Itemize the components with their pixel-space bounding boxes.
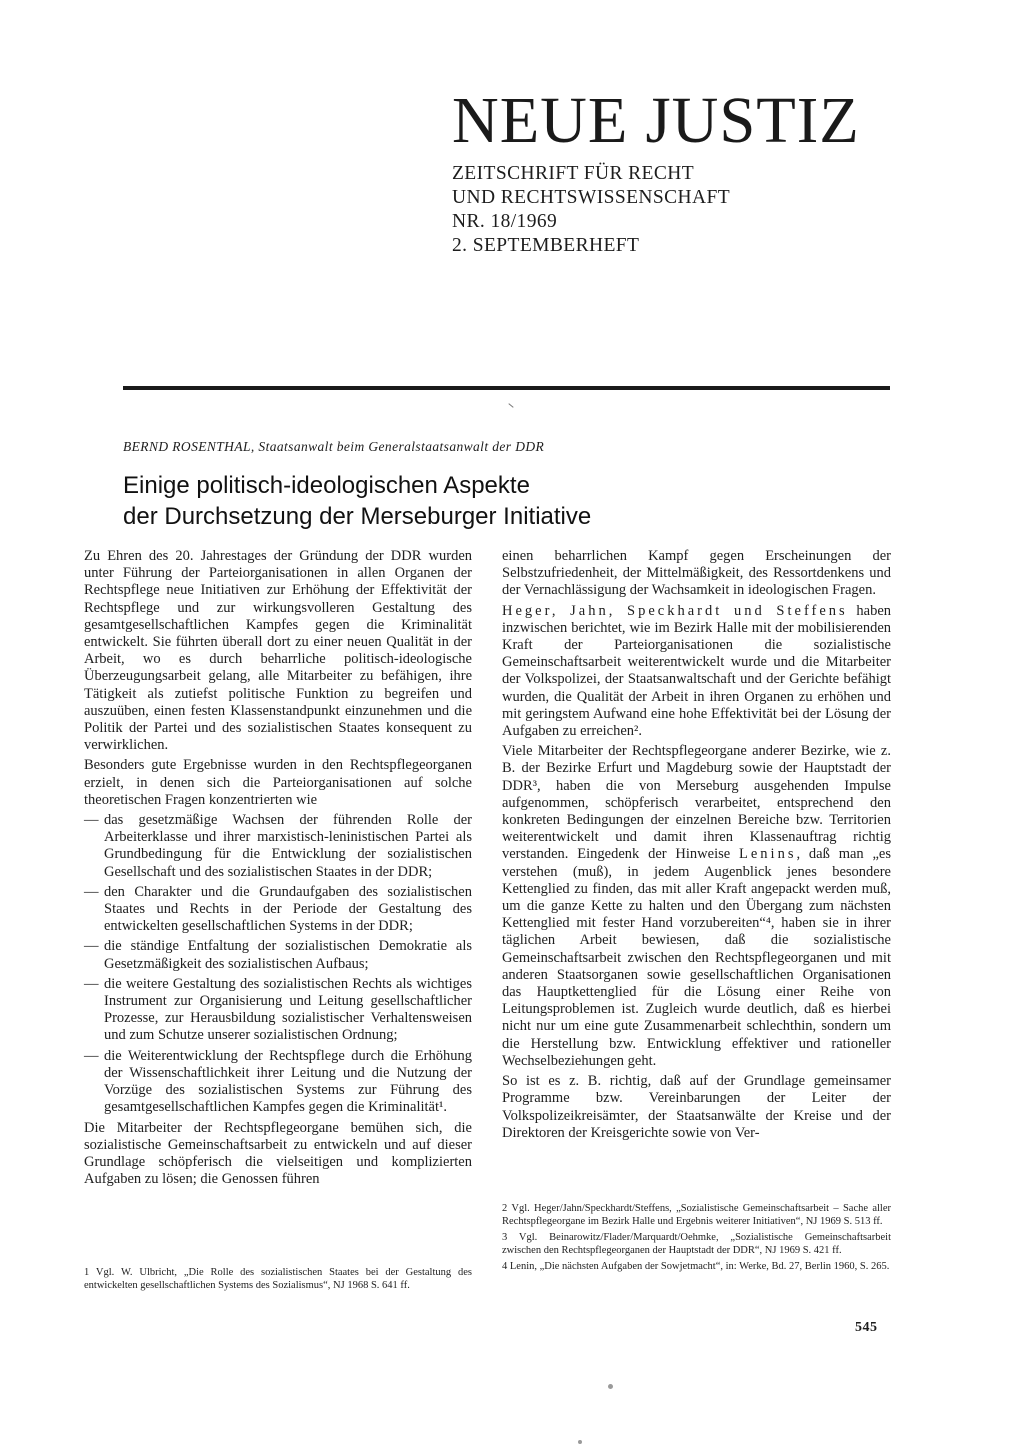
right-column	[502, 548, 891, 1145]
print-speck	[578, 1440, 582, 1444]
article-author: BERND ROSENTHAL, Staatsanwalt beim Generalstaatsanwalt der DDR	[123, 439, 545, 454]
paragraph: Zu Ehren des 20. Jahrestages der Gründung der DDR wurden unter Führung der Parteiorganisationen in allen Organen der Rechtspflege neue Initiativen zur Erhöhung der Effektivität der Rechtspflege und zur wirkungsvolleren Gestaltung des gesamtgesellschaftlichen Kampfes gegen die Kriminalität entwickelt. Sie führten überall dort zu einer neuen Qualität in der Arbeit, wo es durch beharrliche politisch-ideologische Überzeugungsarbeit gelang, alle Mitarbeiter zu befähigen, ihre Tätigkeit als zutiefst politische Funktion zu begreifen und auszuüben, einen festen Klassenstandpunkt einzunehmen und die Politik der Partei und des sozialistischen Staates konsequent zu verwirklichen.	[84, 548, 472, 754]
footnote-4: 4 Lenin, „Die nächsten Aufgaben der Sowjetmacht“, in: Werke, Bd. 27, Berlin 1960, S. 265.	[502, 1261, 890, 1272]
journal-subtitle-line-2: UND RECHTSWISSENSCHAFT	[452, 187, 731, 208]
article-title	[123, 470, 903, 532]
dash-marker: —	[84, 812, 99, 829]
issue-edition: 2. SEPTEMBERHEFT	[452, 235, 640, 256]
article-title-line-1: Einige politisch-ideologischen Aspekte	[123, 472, 530, 499]
lenin-name: Lenins	[739, 846, 797, 863]
paragraph: Heger, Jahn, Speckhardt und Steffens haben inzwischen berichtet, wie im Bezirk Halle mit der mobilisierenden Kraft der Parteiorganisationen die sozialistische Gemeinschaftsarbeit weiterentwickelt wurde und die Mitarbeiter der Volkspolizei, der Staatsanwaltschaft und der Gerichte befähigt wurden, die Qualität der Arbeit in ihren Organen zu erhöhen und mit geringstem Aufwand eine hohe Effektivität bei der Lösung der Aufgaben zu erreichen².	[502, 602, 892, 740]
issue-number: NR. 18/1969	[452, 211, 558, 232]
footnote-3: 3 Vgl. Beinarowitz/Flader/Marquardt/Oehmke, „Sozialistische Gemeinschaftsarbeit zwischen den Rechtspflegeorganen der Hauptstadt der DDR“, NJ 1969 S. 421 ff.	[502, 1232, 891, 1256]
footnotes-right	[502, 1202, 891, 1276]
paragraph: Besonders gute Ergebnisse wurden in den Rechtspflegeorganen erzielt, in denen sich die Parteiorganisationen auf solche theoretischen Fragen konzentrierten wie	[84, 757, 472, 808]
footnote-2: 2 Vgl. Heger/Jahn/Speckhardt/Steffens, „Sozialistische Gemeinschaftsarbeit – Sache aller Rechtspflegeorgane im Bezirk Halle und Ergebnis weiterer Initiativen“, NJ 1969 S. 513 ff.	[502, 1203, 891, 1227]
page-number: 545	[855, 1320, 878, 1335]
list-item: — die weitere Gestaltung des sozialistischen Rechts als wichtiges Instrument zur Organisierung und Leitung gesellschaftlicher Prozesse, zur Herausbildung sozialistischer Verhaltensweisen und zum Schutze unserer sozialistischen Ordnung;	[84, 975, 472, 1044]
list-item: — die Weiterentwicklung der Rechtspflege durch die Erhöhung der Wissenschaftlichkeit ihrer Leitung und die Nutzung der Vorzüge des sozialistischen Systems zur Führung des gesamtgesellschaftlichen Kampfes gegen die Kriminalität¹.	[84, 1047, 472, 1116]
dash-marker: —	[84, 938, 99, 955]
author-names: Heger, Jahn, Speckhardt und Steffens	[502, 602, 848, 619]
paragraph: Viele Mitarbeiter der Rechtspflegeorgane anderer Bezirke, wie z. B. der Bezirke Erfurt und Magdeburg sowie der Hauptstadt der DDR³, haben die von Merseburg ausgehenden Impulse aufgenommen, schöpferisch verarbeitet, entsprechend den konkreten Bedingungen der einzelnen Bereiche bzw. Territorien weiterentwickelt und damit ihren Klassenauftrag richtig verstanden. Eingedenk der Hinweise Lenins, daß man „es verstehen (muß), in jedem Augenblick jenes besondere Kettenglied zu finden, das mit aller Kraft angepackt werden muß, um die ganze Kette zu halten und den Übergang zum nächsten Kettenglied mit fester Hand vorzubereiten“⁴, haben sie in ihrer täglichen Arbeit bewiesen, daß die sozialistische Gemeinschaftsarbeit zwischen den Rechtspflegeorganen und mit anderen Staatsorganen sowie gesellschaftlichen Organisationen das Hauptkettenglied für die Lösung einer Reihe von Leitungsproblemen ist. Zugleich wurde deutlich, daß es hierbei nicht nur um eine gute Zusammenarbeit schlechthin, sondern um die Herstellung bzw. Entwicklung effektiver und rationeller Wechselbeziehungen geht.	[502, 743, 891, 1069]
footnote-1: 1 Vgl. W. Ulbricht, „Die Rolle des sozialistischen Staates bei der Gestaltung des entwickelten gesellschaftlichen Systems des Sozialismus“, NJ 1968 S. 641 ff.	[84, 1267, 472, 1291]
list-item: — den Charakter und die Grundaufgaben des sozialistischen Staates und Rechts in der Periode der Gestaltung des entwickelten gesellschaftlichen Systems in der DDR;	[84, 883, 472, 935]
dash-marker: —	[84, 975, 99, 992]
print-speck	[608, 1384, 613, 1389]
left-column	[84, 548, 472, 1191]
masthead	[452, 84, 902, 258]
print-speck	[508, 403, 513, 408]
journal-subtitle-line-1: ZEITSCHRIFT FÜR RECHT	[452, 163, 695, 184]
paragraph: einen beharrlichen Kampf gegen Erscheinungen der Selbstzufriedenheit, der Mittelmäßigkeit, des Ressortdenkens und der Vernachlässigung der Wachsamkeit in ideologischen Fragen.	[502, 548, 891, 599]
article-title-line-2: der Durchsetzung der Merseburger Initiative	[123, 503, 592, 530]
footnotes-left	[84, 1266, 472, 1295]
dash-marker: —	[84, 1047, 99, 1064]
paragraph: Die Mitarbeiter der Rechtspflegeorgane bemühen sich, die sozialistische Gemeinschaftsarbeit zu entwickeln und auf dieser Grundlage schöpferisch die vielseitigen und komplizierten Aufgaben zu lösen; die Genossen führen	[84, 1119, 472, 1188]
list-item: — das gesetzmäßige Wachsen der führenden Rolle der Arbeiterklasse und ihrer marxistisch-leninistischen Partei als Grundbedingung für die Entwicklung der sozialistischen Gesellschaft und des sozialistischen Staates in der DDR;	[84, 812, 472, 880]
header-rule	[123, 386, 890, 390]
dash-marker: —	[84, 883, 99, 900]
journal-title: NEUE JUSTIZ	[452, 84, 860, 157]
paragraph: So ist es z. B. richtig, daß auf der Grundlage gemeinsamer Programme bzw. Vereinbarungen der Leiter der Volkspolizeikreisämter, der Staatsanwälte der Kreise und der Direktoren der Kreisgerichte sowie von Ver-	[502, 1073, 891, 1141]
topic-list	[84, 812, 472, 1116]
list-item: — die ständige Entfaltung der sozialistischen Demokratie als Gesetzmäßigkeit des sozialistischen Aufbaus;	[84, 938, 472, 972]
